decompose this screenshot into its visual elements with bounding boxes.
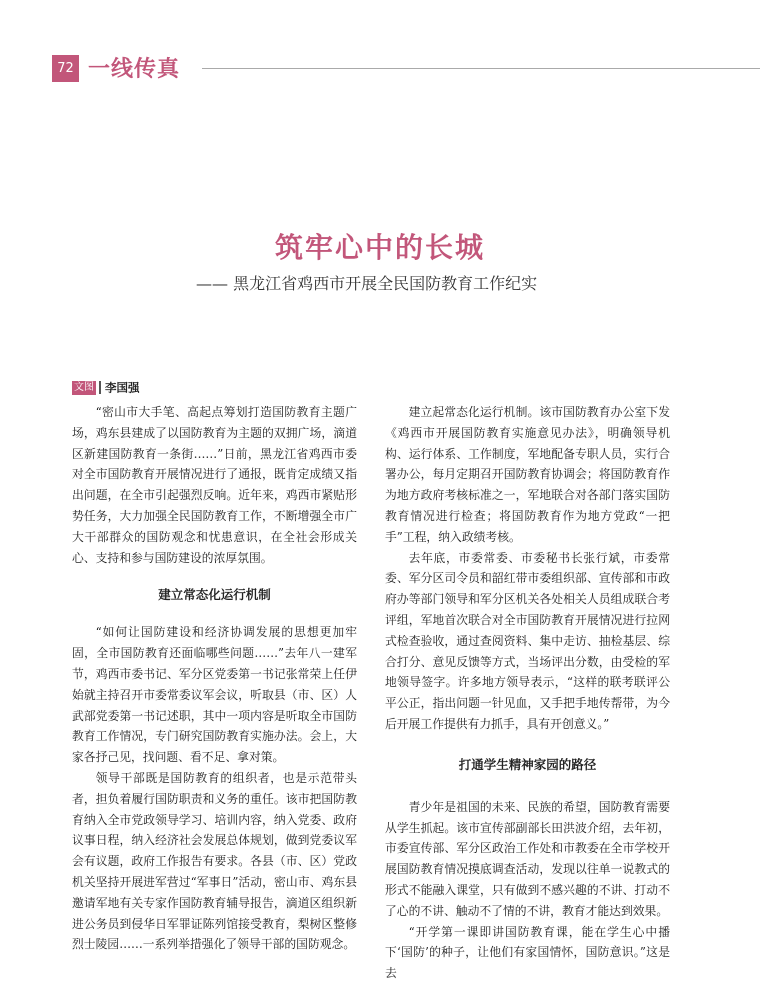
paragraph: “如何让国防建设和经济协调发展的思想更加牢固，全市国防教育还面临哪些问题……”去年八一建军节，鸡西市委书记、军分区党委第一书记张常荣上任伊始就主持召开市委常委议军会议，听取县（市、区）人武部党委第一书记述职，其中一项内容是听取全市国防教育工作情况，专门研究国防教育实施办法。会上，大家各抒己见，找问题、看不足、拿对策。 xyxy=(72,625,357,765)
paragraph: 建立起常态化运行机制。该市国防教育办公室下发《鸡西市开展国防教育实施意见办法》，明确领导机构、运行体系、工作制度，军地配备专职人员，实行合署办公，每月定期召开国防教育协调会；将国防教育作为地方政府考核标准之一，军地联合对各部门落实国防教育情况进行检查；将国防教育作为地方党政“一把手”工程，纳入政绩考核。 xyxy=(385,405,670,544)
paragraph: 去年底，市委常委、市委秘书长张行斌，市委常委、军分区司令员和韶红带市委组织部、宣传部和市政府办等部门领导和军分区机关各处相关人员组成联合考评组，军地首次联合对全市国防教育开展情况进行拉网式检查验收，通过查阅资料、集中走访、抽检基层、综合打分、意见反馈等方式，当场评出分数，由受检的军地领导签字。许多地方领导表示，“这样的联考联评公平公正，指出问题一针见血，又手把手地传帮带，为今后开展工作提供有力抓手，具有开创意义。” xyxy=(385,550,670,731)
paragraph: 青少年是祖国的未来、民族的希望，国防教育需要从学生抓起。该市宣传部副部长田洪波介绍，去年初，市委宣传部、军分区政治工作处和市教委在全市学校开展国防教育情况摸底调查活动，发现以往单一说教式的形式不能融入课堂，只有做到不感兴趣的不讲、打动不了心的不讲、触动不了情的不讲，教育才能达到效果。 xyxy=(385,799,670,918)
article-subtitle: —— 黑龙江省鸡西市开展全民国防教育工作纪实 xyxy=(196,274,538,293)
right-column xyxy=(385,402,670,984)
paragraph: “开学第一课即讲国防教育课，能在学生心中播下‘国防’的种子，让他们有家国情怀，国防意识。”这是去 xyxy=(385,924,670,981)
section-title: 一线传真 xyxy=(88,57,181,82)
byline-tag: 文图 xyxy=(74,381,94,393)
section-heading: 打通学生精神家园的路径 xyxy=(458,756,597,772)
page-header xyxy=(52,55,760,85)
header-divider xyxy=(202,68,760,69)
byline xyxy=(72,377,140,393)
byline-divider xyxy=(99,381,101,394)
paragraph: 领导干部既是国防教育的组织者，也是示范带头者，担负着履行国防职责和义务的重任。该市把国防教育纳入全市党政领导学习、培训内容，纳入党委、政府议事日程，纳入经济社会发展总体规划，做到党委议军会有议题，政府工作报告有要求。各县（市、区）党政机关坚持开展进军营过“军事日”活动，密山市、鸡东县邀请军地有关专家作国防教育辅导报告，滴道区组织新进公务员到侵华日军罪证陈列馆接受教育，梨树区整修烈士陵园……一系列举措强化了领导干部的国防观念。 xyxy=(72,770,357,952)
left-column xyxy=(72,402,357,955)
page-number: 72 xyxy=(52,55,79,82)
paragraph: “密山市大手笔、高起点筹划打造国防教育主题广场，鸡东县建成了以国防教育为主题的双拥广场，滴道区新建国防教育一条街……”日前，黑龙江省鸡西市委对全市国防教育开展情况进行了通报，既肯定成绩又指出问题，在全市引起强烈反响。近年来，鸡西市紧贴形势任务，大力加强全民国防教育工作，不断增强全市广大干部群众的国防观念和忧患意识，在全社会形成关心、支持和参与国防建设的浓厚氛围。 xyxy=(72,405,357,565)
author-name: 李国强 xyxy=(105,380,140,395)
article-title: 筑牢心中的长城 xyxy=(274,231,485,264)
section-heading: 建立常态化运行机制 xyxy=(158,587,271,603)
